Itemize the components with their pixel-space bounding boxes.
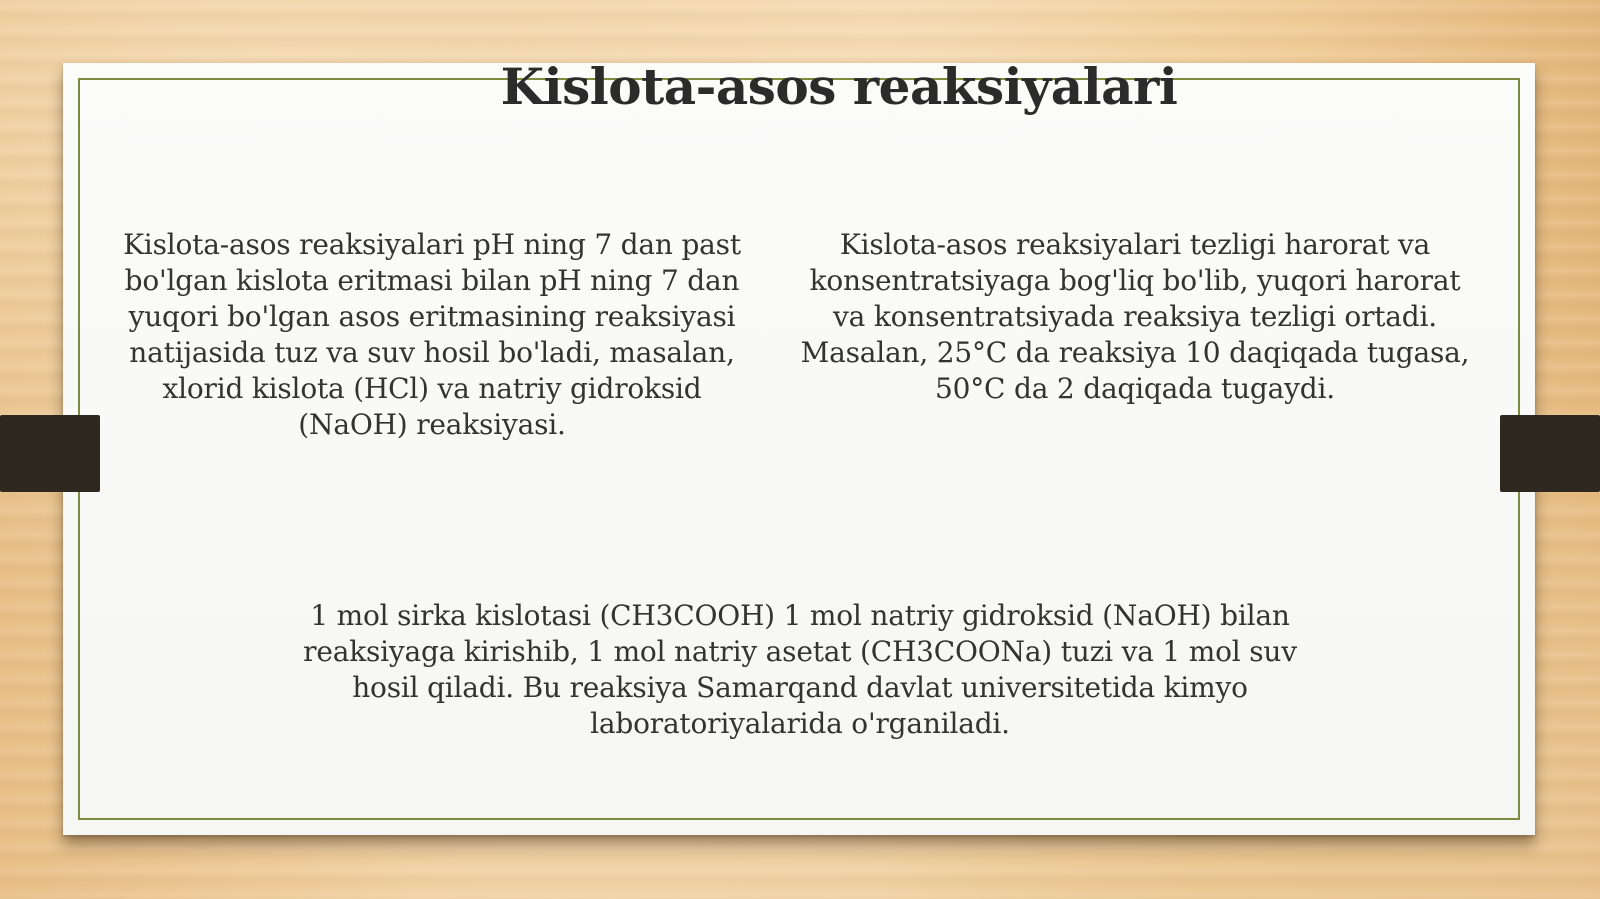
slide-title: Kislota-asos reaksiyalari: [500, 57, 1178, 116]
right-text-block: Kislota-asos reaksiyalari tezligi harorat va konsentratsiyaga bog'liq bo'lib, yuqori harorat va konsentratsiyada reaksiya tezligi ortadi. Masalan, 25°C da reaksiya 10 daqiqada tugasa, 50°C da 2 daqiqada tugaydi.: [800, 228, 1470, 405]
bottom-text-block: 1 mol sirka kislotasi (CH3COOH) 1 mol natriy gidroksid (NaOH) bilan reaksiyaga kirishib, 1 mol natriy asetat (CH3COONa) tuzi va 1 mol suv hosil qiladi. Bu reaksiya Samarqand davlat universitetida kimyo laboratoriyalarida o'rganiladi.: [303, 599, 1297, 740]
left-binder-clip: [0, 415, 100, 492]
left-text-block: Kislota-asos reaksiyalari pH ning 7 dan past bo'lgan kislota eritmasi bilan pH ning 7 dan yuqori bo'lgan asos eritmasining reaksiyasi natijasida tuz va suv hosil bo'ladi, masalan, xlorid kislota (HCl) va natriy gidroksid (NaOH) reaksiyasi.: [123, 228, 741, 441]
right-binder-clip: [1500, 415, 1600, 492]
